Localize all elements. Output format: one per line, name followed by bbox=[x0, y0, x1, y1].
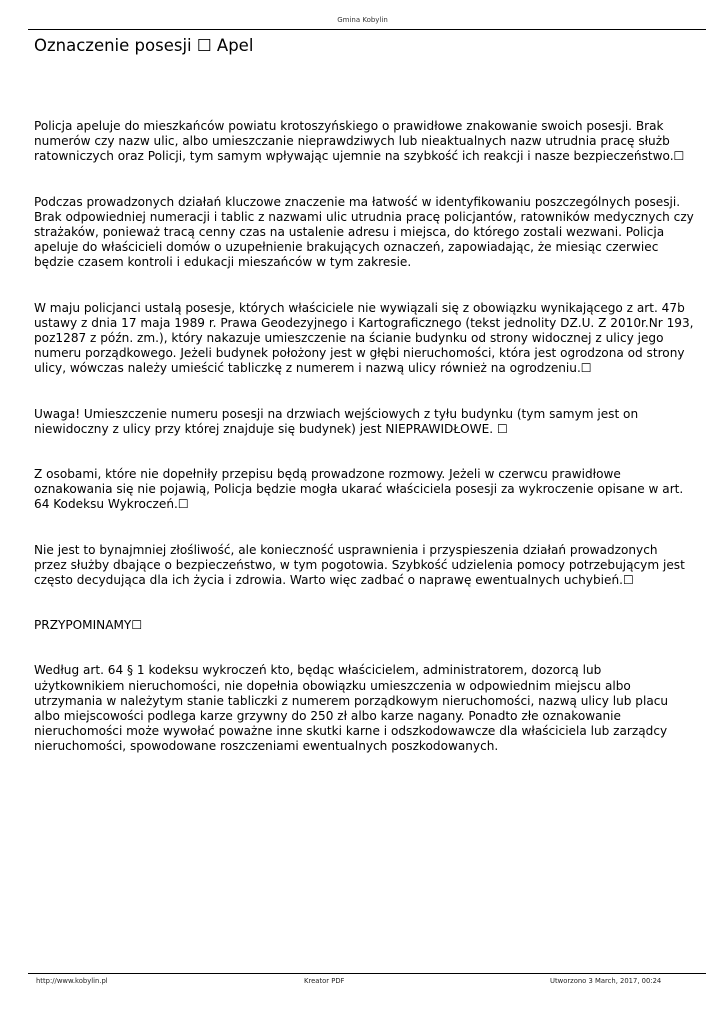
paragraph-consequences: Z osobami, które nie dopełniły przepisu będą prowadzone rozmowy. Jeżeli w czerwcu prawidłowe oznakowania się nie pojawią, Policja będzie mogła ukarać właściciela posesji za wykroczenie opisane w art. 64 Kodeksu Wykroczeń.☐ bbox=[34, 467, 684, 512]
paragraph-legal-article: Według art. 64 § 1 kodeksu wykroczeń kto, będąc właścicielem, administratorem, dozorcą lub użytkownikiem nieruchomości, nie dopełnia obowiązku umieszczenia w odpowiednim miejscu albo utrzymania w należytym stanie tabliczki z numerem porządkowym nieruchomości, nazwą ulicy lub placu albo miejscowości podlega karze grzywny do 250 zł albo karze nagany. Ponadto złe oznakowanie nieruchomości może wywołać poważne inne skutki karne i odszkodowawcze dla właściciela lub zarządcy nieruchomości, spowodowane roszczeniami ewentualnych poszkodowanych. bbox=[34, 663, 669, 754]
paragraph-reminder-heading: PRZYPOMINAMY☐ bbox=[34, 618, 143, 633]
paragraph-appeal-intro: Policja apeluje do mieszkańców powiatu krotoszyńskiego o prawidłowe znakowanie swoich posesji. Brak numerów czy nazw ulic, albo umieszczanie nieprawdziwych lub nieaktualnych nazw utrudnia pracę służb ratowniczych oraz Policji, tym samym wpływając ujemnie na szybkość ich reakcji i nasze bezpieczeństwo.☐ bbox=[34, 119, 685, 164]
footer-url-link[interactable]: http://www.kobylin.pl bbox=[36, 977, 108, 985]
article-body bbox=[34, 119, 694, 785]
article-title: Oznaczenie posesji ☐ Apel bbox=[34, 36, 254, 55]
page-header-site-name: Gmina Kobylin bbox=[337, 16, 388, 24]
footer-generator: Kreator PDF bbox=[304, 977, 345, 985]
paragraph-rationale: Nie jest to bynajmniej złośliwość, ale konieczność usprawnienia i przyspieszenia działań prowadzonych przez służby dbające o bezpieczeństwo, w tym pogotowia. Szybkość udzielenia pomocy potrzebującym jest często decydująca dla ich życia i zdrowia. Warto więc zadbać o naprawę ewentualnych uchybień.☐ bbox=[34, 542, 685, 588]
footer-created-date: Utworzono 3 March, 2017, 00:24 bbox=[550, 977, 662, 985]
paragraph-warning: Uwaga! Umieszczenie numeru posesji na drzwiach wejściowych z tyłu budynku (tym samym jest on niewidoczny z ulicy przy której znajduje się budynek) jest NIEPRAWIDŁOWE. ☐ bbox=[34, 406, 639, 436]
footer-divider bbox=[28, 973, 706, 974]
paragraph-legal-basis: W maju policjanci ustalą posesje, których właściciele nie wywiązali się z obowiązku wynikającego z art. 47b ustawy z dnia 17 maja 1989 r. Prawa Geodezyjnego i Kartograficznego (tekst jednolity DZ.U. Z 2010r.Nr 193, poz1287 z późn. zm.), który nakazuje umieszczenie na ścianie budynku od strony widocznej z ulicy jego numeru porządkowego. Jeżeli budynek położony jest w głębi nieruchomości, która jest ogrodzona od strony ulicy, wówczas należy umieścić tabliczkę z numerem i nazwą ulicy również na ogrodzeniu.☐ bbox=[34, 300, 694, 376]
header-divider bbox=[28, 29, 706, 30]
paragraph-identification: Podczas prowadzonych działań kluczowe znaczenie ma łatwość w identyfikowaniu poszczególnych posesji. Brak odpowiedniej numeracji i tablic z nazwami ulic utrudnia pracę policjantów, ratowników medycznych czy strażaków, ponieważ tracą cenny czas na ustalenie adresu i miejsca, do którego zostali wezwani. Policja apeluje do właścicieli domów o uzupełnienie brakujących oznaczeń, zapowiadając, że miesiąc czerwiec będzie czasem kontroli i edukacji mieszańców w tym zakresie. bbox=[34, 194, 694, 270]
